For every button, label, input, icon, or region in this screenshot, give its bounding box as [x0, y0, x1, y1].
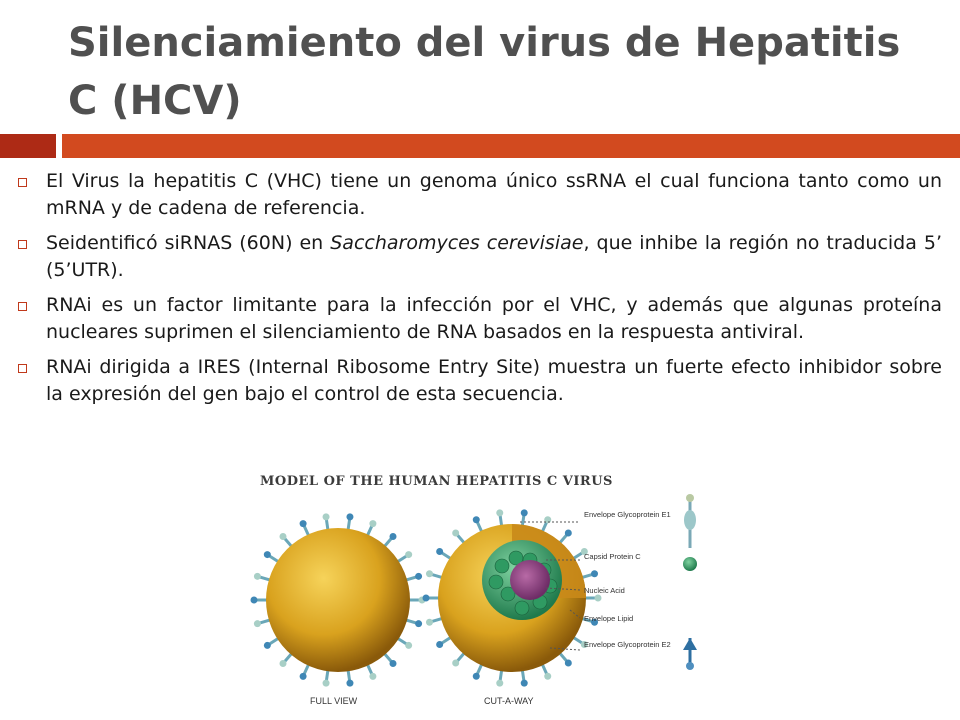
bullet-text: [46, 232, 942, 281]
cut-away-virus: [423, 509, 602, 686]
spike-tip: [300, 673, 307, 680]
spike-tip: [452, 659, 459, 666]
label-e1: Envelope Glycoprotein E1: [584, 510, 671, 519]
bullet-text-segment: Seidentificó siRNAS (60N) en: [46, 232, 331, 254]
bullet-text: [46, 356, 942, 405]
label-nucleic: Nucleic Acid: [584, 586, 625, 595]
spike-tip: [346, 513, 353, 520]
spike-tip: [591, 570, 598, 577]
spike-tip: [323, 513, 330, 520]
bullet-item: [16, 230, 942, 284]
spike-tip: [426, 619, 433, 626]
spike-tip: [565, 530, 572, 537]
spike-tip: [264, 642, 271, 649]
hcv-model-figure: [250, 470, 720, 718]
bullet-text-segment: RNAi dirigida a IRES (Internal Ribosome Entry Site) muestra un fuerte efecto inhibidor sobre la expresión del gen bajo el control de esta secuencia.: [46, 356, 942, 405]
spike-tip: [423, 595, 430, 602]
title-accent-bar-right: [62, 134, 960, 158]
spike-tip: [415, 573, 422, 580]
spike-tip: [496, 509, 503, 516]
bullet-text-segment: El Virus la hepatitis C (VHC) tiene un genoma único ssRNA el cual funciona tanto como un mRNA y de cadena de referencia.: [46, 170, 942, 219]
spike-tip: [426, 570, 433, 577]
spike-tip: [496, 680, 503, 687]
slide-title: Silenciamiento del virus de Hepatitis C (HCV): [68, 20, 901, 124]
hcv-illustration: [250, 470, 720, 718]
spike-tip: [405, 551, 412, 558]
e2-glycoprotein-icon: [683, 638, 697, 670]
spike-tip: [369, 673, 376, 680]
spike-tip: [544, 673, 551, 680]
spike-tip: [565, 659, 572, 666]
label-lipid: Envelope Lipid: [584, 614, 634, 623]
spike-tip: [521, 680, 528, 687]
bullet-text-segment: RNAi es un factor limitante para la infección por el VHC, y además que algunas proteína nucleares suprimen el silenciamiento de RNA basados en la respuesta antiviral.: [46, 294, 942, 343]
spike-tip: [415, 620, 422, 627]
spike-tip: [595, 595, 602, 602]
bullet-text: [46, 294, 942, 343]
bullet-text-segment: , que inhibe la región no traducida 5’ (5’UTR).: [46, 232, 943, 281]
spike-tip: [346, 680, 353, 687]
spike-tip: [323, 680, 330, 687]
spike-tip: [521, 509, 528, 516]
spike-tip: [390, 660, 397, 667]
spike-tip: [300, 520, 307, 527]
full-view-label: FULL VIEW: [310, 696, 358, 706]
full-view-virus: [251, 513, 426, 686]
cut-away-label: CUT-A-WAY: [484, 696, 534, 706]
spike-tip: [436, 641, 443, 648]
spike-tip: [279, 660, 286, 667]
label-e2: Envelope Glycoprotein E2: [584, 640, 671, 649]
spike-tip: [254, 573, 261, 580]
capsid-protein-icon: [683, 557, 697, 571]
spike-tip: [251, 597, 258, 604]
spike-tip: [473, 516, 480, 523]
spike-tip: [390, 533, 397, 540]
bullet-item: [16, 354, 942, 408]
spike-tip: [436, 548, 443, 555]
bullet-list: [16, 168, 942, 416]
spike-tip: [405, 642, 412, 649]
bullet-italic-text: Saccharomyces cerevisiae: [330, 232, 584, 254]
spike-tip: [369, 520, 376, 527]
e1-glycoprotein-icon: [684, 494, 696, 548]
square-bullet-icon: [18, 302, 27, 311]
spike-tip: [452, 530, 459, 537]
label-capsid: Capsid Protein C: [584, 552, 641, 561]
spike-tip: [264, 551, 271, 558]
spike-tip: [473, 673, 480, 680]
spike-tip: [254, 620, 261, 627]
spike-tip: [279, 533, 286, 540]
bullet-item: [16, 168, 942, 222]
bullet-text: [46, 170, 942, 219]
square-bullet-icon: [18, 364, 27, 373]
bullet-item: [16, 292, 942, 346]
figure-title: MODEL OF THE HUMAN HEPATITIS C VIRUS: [260, 474, 613, 489]
title-accent-bar-left: [0, 134, 56, 158]
square-bullet-icon: [18, 240, 27, 249]
square-bullet-icon: [18, 178, 27, 187]
